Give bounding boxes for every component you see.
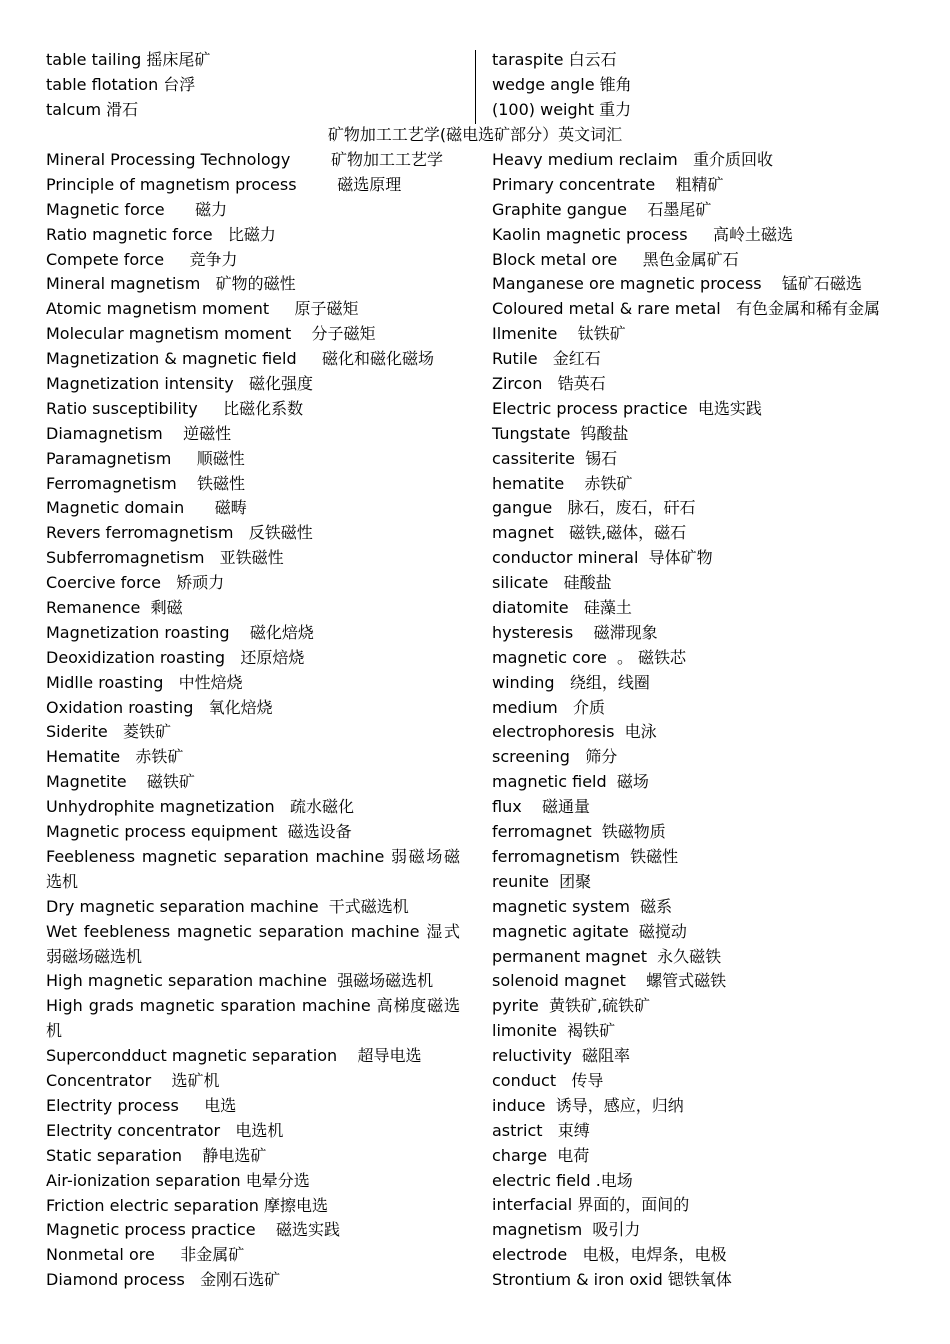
- glossary-entry: Revers ferromagnetism 反铁磁性: [46, 523, 313, 543]
- glossary-entry: Siderite 菱铁矿: [46, 722, 172, 742]
- glossary-entry: Heavy medium reclaim 重介质回收: [492, 150, 773, 169]
- glossary-entry: Magnetic process practice 磁选实践: [46, 1220, 340, 1240]
- glossary-entry: Electrity process 电选: [46, 1095, 237, 1115]
- glossary-entry: Magnetization roasting 磁化焙烧: [46, 622, 314, 642]
- glossary-entry: Rutile 金红石: [492, 349, 601, 369]
- glossary-entry: Deoxidization roasting 还原焙烧: [46, 647, 305, 667]
- top-right-column: [492, 48, 912, 123]
- glossary-entry: taraspite 白云石: [492, 50, 617, 69]
- glossary-entry: High magnetic separation machine 强磁场磁选机: [46, 971, 434, 991]
- glossary-entry: astrict 束缚: [492, 1120, 590, 1140]
- glossary-entry: Molecular magnetism moment 分子磁矩: [46, 324, 376, 344]
- glossary-entry: ferromagnetism 铁磁性: [492, 846, 679, 866]
- glossary-entry: flux 磁通量: [492, 797, 591, 817]
- glossary-entry: magnetic agitate 磁搅动: [492, 921, 687, 941]
- glossary-entry: cassiterite 锡石: [492, 448, 618, 468]
- glossary-entry: Nonmetal ore 非金属矿: [46, 1245, 245, 1265]
- glossary-entry: Electric process practice 电选实践: [492, 398, 762, 418]
- glossary-entry: electrophoresis 电泳: [492, 722, 657, 742]
- glossary-entry: charge 电荷: [492, 1145, 590, 1165]
- glossary-entry: gangue 脉石，废石，矸石: [492, 498, 696, 518]
- glossary-entry: winding 绕组，线圈: [492, 672, 650, 692]
- glossary-entry: Wet feebleness magnetic separation machine 湿式弱磁场磁选机: [46, 921, 460, 966]
- glossary-entry: Coercive force 矫顽力: [46, 573, 225, 593]
- glossary-entry: Atomic magnetism moment 原子磁矩: [46, 299, 359, 319]
- glossary-entry: table flotation 台浮: [46, 74, 196, 94]
- glossary-entry: electric field .电场: [492, 1170, 633, 1190]
- glossary-entry: permanent magnet 永久磁铁: [492, 946, 722, 966]
- glossary-entry: Concentrator 选矿机: [46, 1071, 220, 1091]
- glossary-entry: Subferromagnetism 亚铁磁性: [46, 548, 284, 568]
- glossary-entry: induce 诱导，感应，归纳: [492, 1095, 684, 1115]
- glossary-entry: hematite 赤铁矿: [492, 473, 633, 493]
- glossary-entry: magnetic core 。 磁铁芯: [492, 647, 687, 667]
- glossary-entry: Tungstate 钨酸盐: [492, 423, 629, 443]
- glossary-entry: magnetism 吸引力: [492, 1220, 641, 1240]
- top-left-column: [46, 48, 460, 123]
- glossary-entry: Diamagnetism 逆磁性: [46, 423, 232, 443]
- glossary-entry: limonite 褐铁矿: [492, 1021, 616, 1041]
- glossary-entry: interfacial 界面的，面间的: [492, 1195, 690, 1215]
- glossary-entry: magnetic system 磁系: [492, 896, 673, 916]
- glossary-entry: hysteresis 磁滞现象: [492, 622, 658, 642]
- glossary-entry: talcum 滑石: [46, 99, 139, 119]
- glossary-entry: magnet 磁铁,磁体，磁石: [492, 523, 687, 543]
- glossary-entry: Kaolin magnetic process 高岭土磁选: [492, 224, 793, 244]
- glossary-entry: Manganese ore magnetic process 锰矿石磁选: [492, 274, 862, 294]
- glossary-entry: screening 筛分: [492, 747, 618, 767]
- glossary-entry: solenoid magnet 螺管式磁铁: [492, 971, 727, 991]
- glossary-entry: Block metal ore 黑色金属矿石: [492, 249, 739, 269]
- glossary-entry: (100) weight 重力: [492, 99, 632, 119]
- glossary-entry: Midlle roasting 中性焙烧: [46, 672, 243, 692]
- left-column: [46, 148, 460, 1293]
- glossary-entry: Mineral Processing Technology 矿物加工工艺学: [46, 150, 443, 169]
- glossary-entry: Principle of magnetism process 磁选原理: [46, 174, 402, 194]
- glossary-entry: electrode 电极，电焊条，电极: [492, 1245, 727, 1265]
- glossary-entry: Magnetization intensity 磁化强度: [46, 374, 314, 394]
- glossary-entry: ferromagnet 铁磁物质: [492, 822, 666, 842]
- glossary-entry: Primary concentrate 粗精矿: [492, 174, 724, 194]
- glossary-entry: pyrite 黄铁矿,硫铁矿: [492, 996, 651, 1016]
- glossary-entry: Ratio magnetic force 比磁力: [46, 224, 276, 244]
- glossary-entry: Air-ionization separation 电晕分选: [46, 1170, 310, 1190]
- glossary-entry: Magnetic force 磁力: [46, 199, 228, 219]
- glossary-entry: table tailing 摇床尾矿: [46, 50, 211, 69]
- glossary-entry: Magnetic domain 磁畴: [46, 498, 247, 518]
- glossary-entry: Unhydrophite magnetization 疏水磁化: [46, 797, 354, 817]
- section-title-text: 矿物加工工艺学(磁电选矿部分）英文词汇: [327, 125, 623, 144]
- glossary-entry: diatomite 硅藻土: [492, 598, 632, 618]
- glossary-entry: Ilmenite 钛铁矿: [492, 324, 626, 344]
- glossary-entry: Feebleness magnetic separation machine 弱磁场磁选机: [46, 846, 460, 891]
- glossary-entry: conduct 传导: [492, 1070, 604, 1090]
- glossary-entry: Paramagnetism 顺磁性: [46, 448, 245, 468]
- glossary-entry: reluctivity 磁阻率: [492, 1046, 631, 1066]
- glossary-entry: Hematite 赤铁矿: [46, 747, 184, 767]
- glossary-entry: Coloured metal & rare metal 有色金属和稀有金属: [492, 299, 881, 319]
- glossary-entry: conductor mineral 导体矿物: [492, 548, 713, 568]
- glossary-entry: silicate 硅酸盐: [492, 573, 612, 593]
- glossary-entry: Static separation 静电选矿: [46, 1145, 267, 1165]
- column-divider: [475, 50, 476, 124]
- glossary-entry: Magnetic process equipment 磁选设备: [46, 822, 352, 842]
- glossary-entry: Zircon 锆英石: [492, 374, 606, 394]
- glossary-entry: Mineral magnetism 矿物的磁性: [46, 274, 296, 294]
- glossary-entry: High grads magnetic sparation machine 高梯度磁选机: [46, 996, 460, 1041]
- glossary-entry: Diamond process 金刚石选矿: [46, 1270, 281, 1290]
- glossary-entry: Dry magnetic separation machine 干式磁选机: [46, 896, 409, 916]
- glossary-entry: Graphite gangue 石墨尾矿: [492, 199, 712, 219]
- section-title: [0, 123, 950, 147]
- glossary-entry: Ratio susceptibility 比磁化系数: [46, 398, 304, 418]
- glossary-entry: Friction electric separation 摩擦电选: [46, 1195, 328, 1215]
- glossary-entry: Ferromagnetism 铁磁性: [46, 473, 246, 493]
- glossary-entry: reunite 团聚: [492, 871, 592, 891]
- glossary-entry: Electrity concentrator 电选机: [46, 1120, 284, 1140]
- glossary-entry: Oxidation roasting 氧化焙烧: [46, 697, 273, 717]
- glossary-entry: Magnetite 磁铁矿: [46, 772, 195, 792]
- glossary-entry: Strontium & iron oxid 锶铁氧体: [492, 1270, 732, 1290]
- glossary-entry: medium 介质: [492, 697, 606, 717]
- glossary-entry: magnetic field 磁场: [492, 772, 649, 792]
- glossary-entry: Compete force 竞争力: [46, 249, 238, 269]
- glossary-entry: Remanence 剩磁: [46, 598, 183, 618]
- right-column: [492, 148, 912, 1293]
- glossary-entry: Supercondduct magnetic separation 超导电选: [46, 1046, 422, 1066]
- glossary-entry: Magnetization & magnetic field 磁化和磁化磁场: [46, 349, 435, 369]
- glossary-entry: wedge angle 锥角: [492, 74, 632, 94]
